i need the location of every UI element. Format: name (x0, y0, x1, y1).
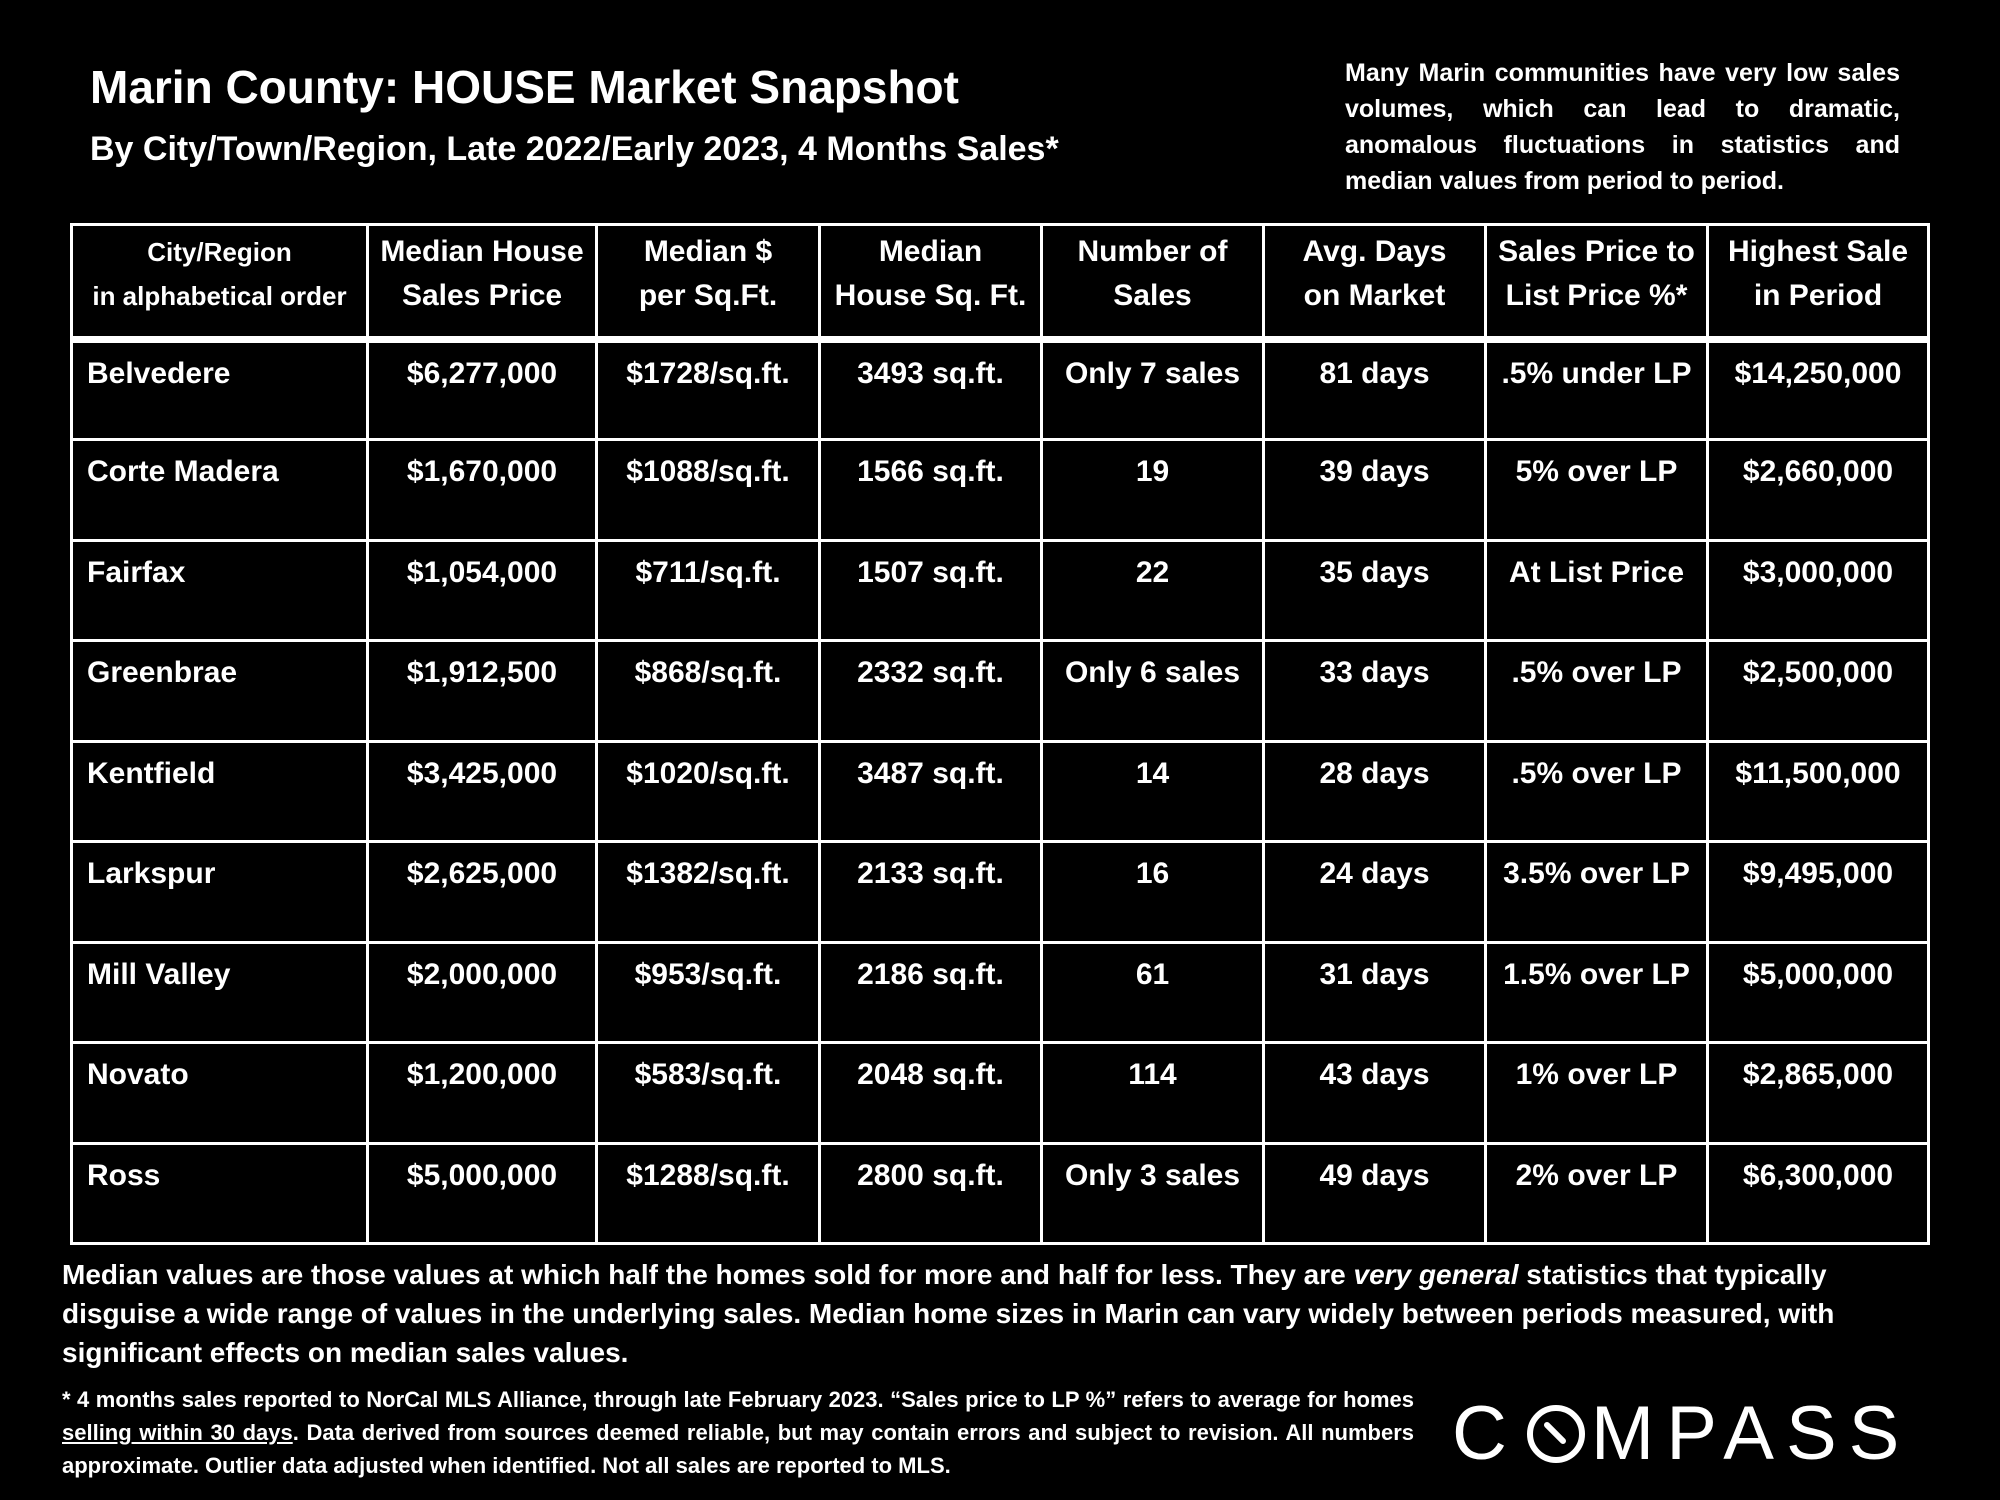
table-cell: 39 days (1264, 440, 1486, 540)
column-header-line2: in Period (1753, 279, 1883, 312)
column-header (1264, 225, 1486, 340)
table-cell: $2,500,000 (1708, 641, 1929, 741)
column-header-line1: Highest Sale (1727, 235, 1909, 268)
table-row (72, 942, 1929, 1042)
table-cell: $1,054,000 (368, 540, 597, 640)
table-cell: 2332 sq.ft. (820, 641, 1042, 741)
table-cell: $583/sq.ft. (597, 1043, 820, 1143)
table-cell: $1382/sq.ft. (597, 842, 820, 942)
column-header-line1: Median $ (643, 235, 773, 268)
table-cell: 2133 sq.ft. (820, 842, 1042, 942)
footnote-text: * 4 months sales reported to NorCal MLS Alliance, through late February 2023. “Sales price to LP %” refers to average for homes (62, 1387, 1414, 1412)
column-header (597, 225, 820, 340)
page-subtitle: By City/Town/Region, Late 2022/Early 2023, 4 Months Sales* (90, 130, 1059, 168)
city-name-cell: Novato (72, 1043, 368, 1143)
table-cell: $711/sq.ft. (597, 540, 820, 640)
table-cell: 114 (1042, 1043, 1264, 1143)
table-body (72, 340, 1929, 1244)
city-name-cell: Ross (72, 1143, 368, 1244)
table-cell: 1% over LP (1486, 1043, 1708, 1143)
table-cell: Only 3 sales (1042, 1143, 1264, 1244)
table-cell: 43 days (1264, 1043, 1486, 1143)
table-row (72, 340, 1929, 440)
table-cell: $1,912,500 (368, 641, 597, 741)
table-cell: 81 days (1264, 340, 1486, 440)
table-cell: $3,425,000 (368, 741, 597, 841)
table-cell: 3487 sq.ft. (820, 741, 1042, 841)
table-cell: $2,625,000 (368, 842, 597, 942)
table-cell: $5,000,000 (1708, 942, 1929, 1042)
column-header-line1: City/Region (147, 237, 292, 267)
table-cell: $2,660,000 (1708, 440, 1929, 540)
table-cell: 1507 sq.ft. (820, 540, 1042, 640)
table-cell: .5% under LP (1486, 340, 1708, 440)
logo-text-start: C (1452, 1391, 1519, 1476)
table-cell: $14,250,000 (1708, 340, 1929, 440)
table-row (72, 842, 1929, 942)
table-cell: $1,200,000 (368, 1043, 597, 1143)
table-cell: 33 days (1264, 641, 1486, 741)
table-cell: $9,495,000 (1708, 842, 1929, 942)
footnote-text-end: . Data derived from sources deemed reliable, but may contain errors and subject to revision. All numbers approximate. Outlier data adjusted when identified. Not all sales are reported to MLS. (62, 1420, 1414, 1478)
column-header-line2: Sales (1113, 279, 1192, 312)
page-title: Marin County: HOUSE Market Snapshot (90, 61, 959, 113)
city-name-cell: Mill Valley (72, 942, 368, 1042)
table-row (72, 1143, 1929, 1244)
city-name-cell: Greenbrae (72, 641, 368, 741)
table-cell: $868/sq.ft. (597, 641, 820, 741)
column-header-line2: List Price %* (1505, 279, 1688, 312)
column-header (368, 225, 597, 340)
column-header-line2: Sales Price (401, 279, 563, 312)
column-header-line1: Avg. Days (1302, 235, 1447, 268)
table-cell: 2800 sq.ft. (820, 1143, 1042, 1244)
table-row (72, 1043, 1929, 1143)
column-header-line2: House Sq. Ft. (834, 279, 1027, 312)
column-header (820, 225, 1042, 340)
table-row (72, 641, 1929, 741)
table-cell: 5% over LP (1486, 440, 1708, 540)
table-cell: $3,000,000 (1708, 540, 1929, 640)
column-header (1042, 225, 1264, 340)
market-snapshot-table (70, 223, 1930, 1245)
explanation-emphasis: very general (1353, 1259, 1519, 1290)
column-header (1486, 225, 1708, 340)
column-header-line2: per Sq.Ft. (638, 279, 778, 312)
city-name-cell: Corte Madera (72, 440, 368, 540)
table-cell: 2% over LP (1486, 1143, 1708, 1244)
table-cell: 1566 sq.ft. (820, 440, 1042, 540)
column-header-line1: Median (878, 235, 983, 268)
city-name-cell: Larkspur (72, 842, 368, 942)
table-cell: 2186 sq.ft. (820, 942, 1042, 1042)
table-cell: 22 (1042, 540, 1264, 640)
column-header-line1: Number of (1077, 235, 1228, 268)
table-cell: 35 days (1264, 540, 1486, 640)
table-cell: 14 (1042, 741, 1264, 841)
table-cell: $2,000,000 (368, 942, 597, 1042)
table-row (72, 741, 1929, 841)
table-cell: At List Price (1486, 540, 1708, 640)
footnote-underlined: selling within 30 days (62, 1420, 293, 1445)
compass-logo (1452, 1390, 1911, 1477)
city-name-cell: Belvedere (72, 340, 368, 440)
table-cell: 49 days (1264, 1143, 1486, 1244)
column-header (72, 225, 368, 340)
table-cell: 61 (1042, 942, 1264, 1042)
column-header-line2: in alphabetical order (92, 281, 347, 311)
table-cell: Only 6 sales (1042, 641, 1264, 741)
footnote (62, 1383, 1414, 1482)
table-cell: 1.5% over LP (1486, 942, 1708, 1042)
table-cell: .5% over LP (1486, 641, 1708, 741)
table-cell: 3.5% over LP (1486, 842, 1708, 942)
table-cell: $1288/sq.ft. (597, 1143, 820, 1244)
table-cell: $6,277,000 (368, 340, 597, 440)
table-cell: $953/sq.ft. (597, 942, 820, 1042)
explanation-text-end: statistics that typically disguise a wide range of values in the underlying sales. Median home sizes in Marin can vary widely between periods measured, with significant effects on median sales values. (62, 1259, 1835, 1368)
column-header-line2: on Market (1303, 279, 1446, 312)
table-cell: $1088/sq.ft. (597, 440, 820, 540)
table-cell: 19 (1042, 440, 1264, 540)
table-cell: Only 7 sales (1042, 340, 1264, 440)
table-cell: 2048 sq.ft. (820, 1043, 1042, 1143)
table-row (72, 440, 1929, 540)
table-cell: 24 days (1264, 842, 1486, 942)
table-cell: 31 days (1264, 942, 1486, 1042)
compass-o-icon (1525, 1403, 1587, 1465)
table-cell: $1,670,000 (368, 440, 597, 540)
table-cell: $1728/sq.ft. (597, 340, 820, 440)
column-header-line1: Sales Price to (1498, 235, 1695, 268)
column-header (1708, 225, 1929, 340)
table-cell: 16 (1042, 842, 1264, 942)
table-row (72, 540, 1929, 640)
table-cell: $6,300,000 (1708, 1143, 1929, 1244)
city-name-cell: Fairfax (72, 540, 368, 640)
table-cell: $2,865,000 (1708, 1043, 1929, 1143)
table-cell: .5% over LP (1486, 741, 1708, 841)
city-name-cell: Kentfield (72, 741, 368, 841)
volume-disclaimer: Many Marin communities have very low sales volumes, which can lead to dramatic, anomalous fluctuations in statistics and median values from period to period. (1345, 59, 1900, 195)
table-cell: $1020/sq.ft. (597, 741, 820, 841)
table-cell: 3493 sq.ft. (820, 340, 1042, 440)
median-explanation (62, 1255, 1932, 1372)
table-cell: $11,500,000 (1708, 741, 1929, 841)
table-header-row (72, 225, 1929, 340)
explanation-text: Median values are those values at which half the homes sold for more and half for less. They are (62, 1259, 1354, 1290)
table-cell: 28 days (1264, 741, 1486, 841)
column-header-line1: Median House (380, 235, 584, 268)
logo-text-end: MPASS (1590, 1391, 1912, 1476)
table-cell: $5,000,000 (368, 1143, 597, 1244)
